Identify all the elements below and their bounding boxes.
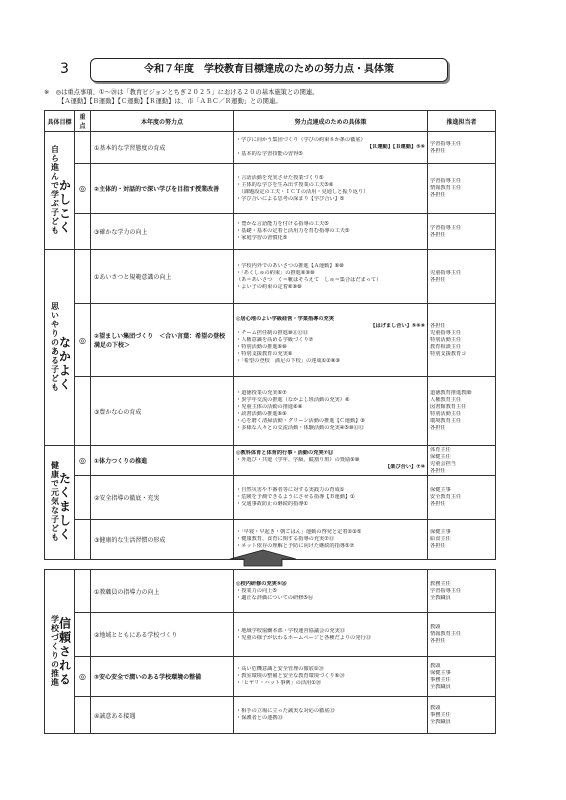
- staff-item: 特別活動主任: [430, 411, 462, 417]
- measures-cell: [234, 250, 428, 304]
- measure-item: ・言語活動を充実させた授業づくり⑤: [236, 174, 324, 181]
- staff-item: 学習指導主任: [430, 178, 462, 184]
- measure-item: ・道徳授業の充実⑥⑦: [236, 390, 287, 396]
- staff-cell: [428, 304, 496, 377]
- page-title: 令和７年度 学校教育目標達成のための努力点・具体策: [90, 58, 448, 82]
- note-line-2: 【Ａ運動】【Ｂ運動】【Ｃ運動】【Ｒ運動】は、市「ＡＢＣ／Ｒ運動」との関連。: [58, 98, 282, 105]
- measure-item: ・危険を予測できるようにさせる指導【Ｂ運動】①: [236, 494, 355, 500]
- table-header-row: [45, 111, 496, 132]
- measure-item: ・基礎・基本の定着と活用力を育む指導の工夫⑤: [236, 228, 350, 234]
- staff-cell: [428, 657, 496, 697]
- measures-cell: [234, 613, 428, 657]
- measures-cell: [234, 697, 428, 734]
- measure-item: ・基本的な学習技能の習得⑤: [236, 151, 303, 157]
- notes: [44, 88, 544, 106]
- measure-item: ・特別活動の推進⑥⑩: [236, 343, 287, 350]
- measure-item: ・「希望の登校 満足の下校」の達成①②⑧⑨: [236, 357, 341, 364]
- priority-mark: [75, 697, 91, 734]
- header-goal: 具体目標: [45, 111, 75, 132]
- staff-item: 各担任: [430, 425, 446, 431]
- measures-cell: [234, 164, 428, 214]
- measure-item: ・学びに向かう集団づくり（学びの約束８か条の徹底）: [236, 137, 366, 143]
- measure-item: ・心を磨く清掃活動・グリーン活動の推進【Ｃ運動】⑨: [236, 418, 366, 424]
- staff-item: 全教職員: [430, 594, 451, 601]
- measure-item: ・外遊び・共遊（学年、学級、縦割り班）の奨励⑨⑩: [236, 457, 360, 463]
- effort-table: [44, 110, 496, 560]
- measure-item: ・児童の様子が伝わるホームページと各種だよりの発行⑬: [236, 634, 371, 641]
- goal-keyword: 信頼される: [57, 616, 72, 687]
- goal-keyword: たくましく: [57, 472, 72, 542]
- measure-item: ・「あくしゅの約束」の推進⑥⑨⑩: [236, 269, 315, 276]
- staff-cell: [428, 214, 496, 250]
- goal-keyword: なかよく: [57, 335, 72, 392]
- goal-subtitle: 学校づくりの推進: [50, 614, 60, 687]
- effort-point: ①教職員の指導力の向上: [91, 570, 234, 613]
- staff-item: 各担任: [430, 192, 446, 198]
- table-row: [45, 446, 496, 476]
- measure-item: ・児童主体の活動の推進⑥⑧: [236, 404, 303, 410]
- staff-cell: [428, 476, 496, 520]
- staff-item: 教頭: [430, 624, 441, 630]
- table-row: [45, 132, 496, 164]
- note-line-1: ※ ◎は重点事項、①～⑳は「教育ビジョンとちぎ２０２５」における２０の基本施策との関連。: [44, 89, 319, 96]
- table-row: [45, 657, 496, 697]
- goal-cell: [45, 132, 75, 250]
- staff-item: 全教職員: [430, 683, 451, 690]
- staff-item: 学習指導主任: [430, 140, 462, 147]
- staff-item: 保健主事: [430, 487, 451, 493]
- staff-item: 児童会担当: [430, 460, 456, 467]
- effort-point: ③豊かな心の育成: [91, 377, 234, 446]
- measure-item: ・保護者との連携⑬: [236, 715, 283, 721]
- staff-item: 道徳教育推進教師: [430, 390, 472, 396]
- table-row: [45, 164, 496, 214]
- table-row: [45, 304, 496, 377]
- effort-point: ①体力つくりの推進: [91, 446, 234, 476]
- measures-cell: [234, 657, 428, 697]
- measure-item: ・読書活動の推進⑥⑨: [236, 411, 287, 417]
- staff-cell: [428, 446, 496, 476]
- measure-item: ・主体的な学びを生み出す授業の工夫⑤⑥: [236, 181, 334, 188]
- measures-cell: [234, 377, 428, 446]
- staff-item: 事務主任: [430, 711, 451, 718]
- measure-item: 【楽び合い】⑦⑩: [385, 464, 425, 470]
- priority-mark: [75, 520, 91, 560]
- goal-cell: [45, 446, 75, 560]
- measure-item: ・学び合いによる思考の深まり【学び合い】⑤: [236, 195, 345, 202]
- priority-mark: [75, 613, 91, 657]
- priority-mark: [75, 250, 91, 304]
- staff-item: 全教職員: [430, 718, 451, 725]
- measures-cell: [234, 214, 428, 250]
- goal-subtitle: 自ら進んで学ぶ子ども: [50, 144, 60, 235]
- measure-item: 【はげまし合い】⑤⑥⑨: [370, 322, 425, 329]
- measure-item: ・特別支援教育の充実⑥: [236, 350, 293, 357]
- priority-mark: [75, 570, 91, 613]
- staff-item: 体育主任: [430, 446, 451, 453]
- staff-item: 特別活動主任: [430, 336, 462, 343]
- staff-item: 図書館教育主任: [430, 404, 467, 410]
- measure-item: ・「早寝・早起き・朝ごはん」運動の啓発と定着②③⑤: [236, 529, 362, 535]
- measure-item: ・よい子の約束の定着⑥⑨⑩: [236, 283, 302, 290]
- effort-point: ①基本的な学習態度の育成: [91, 132, 234, 164]
- measure-item: ・学校内外でのあいさつの推進【Ａ運動】⑥⑩: [236, 262, 344, 269]
- table-row: [45, 476, 496, 520]
- staff-item: 保健主任: [430, 453, 451, 460]
- effort-point: ②望ましい集団づくり ＜合い言葉：希望の登校 満足の下校＞: [91, 304, 234, 377]
- measure-item: （あ＝あいさつ く＝靴はそろえて しゅ＝集合はだまって）: [236, 276, 382, 283]
- page-number: 3: [60, 61, 69, 77]
- staff-item: 各担任: [430, 638, 446, 644]
- school-building-table: [44, 569, 496, 734]
- staff-item: 安全教育主任: [430, 494, 462, 500]
- measure-item: ・異学年交流の推進（なかよし班活動の充実）⑥: [236, 397, 350, 403]
- effort-point: ②地域とともにある学校づくり: [91, 613, 234, 657]
- staff-item: 児童指導主任: [430, 269, 462, 276]
- measures-cell: [234, 476, 428, 520]
- measure-item: ・教室環境の整備と安全な教育環境づくり⑥⑳: [236, 673, 345, 679]
- staff-item: 保健主事: [430, 529, 451, 535]
- measure-item: ・相手の立場に立った誠実な対応の徹底⑬: [236, 708, 335, 714]
- priority-mark: [75, 377, 91, 446]
- table-row: [45, 250, 496, 304]
- effort-point: ③確かな学力の向上: [91, 214, 234, 250]
- table-row: [45, 214, 496, 250]
- staff-item: 各担任: [430, 501, 446, 507]
- table-row: [45, 613, 496, 657]
- goal-cell: [45, 570, 75, 734]
- priority-mark: [75, 214, 91, 250]
- measure-item: ◎居心地のよい学級経営・学業指導の充実: [236, 315, 334, 322]
- goal-subtitle: 思いやりのある子ども: [50, 301, 60, 392]
- staff-item: 情報教育主任: [430, 185, 462, 191]
- table-row: [45, 697, 496, 734]
- goal-subtitle: 健康で元気な子ども: [50, 461, 60, 542]
- priority-mark: ◎: [75, 164, 91, 214]
- priority-mark: ◎: [75, 304, 91, 377]
- priority-mark: [75, 132, 91, 164]
- priority-mark: [75, 476, 91, 520]
- priority-mark: ◎: [75, 446, 91, 476]
- header-measures: 努力点達成のための具体策: [234, 111, 428, 132]
- measure-item: ・チーム担任制の推進⑩⑪⑫⑬: [236, 329, 309, 336]
- staff-cell: [428, 570, 496, 613]
- staff-item: 環境教育主任: [430, 418, 462, 424]
- effort-point: ②安全指導の徹底・充実: [91, 476, 234, 520]
- table-row: [45, 377, 496, 446]
- staff-cell: [428, 697, 496, 734]
- staff-item: 学習指導主任: [430, 224, 462, 231]
- priority-mark: ◎: [75, 657, 91, 697]
- staff-item: 保健主事: [430, 669, 451, 676]
- measure-item: 【Ｒ運動】【Ｂ運動】⑤⑥: [366, 144, 425, 150]
- effort-point: ④誠意ある接遇: [91, 697, 234, 734]
- measures-cell: [234, 132, 428, 164]
- measure-item: ・交通事故防止の継続的指導①: [236, 501, 309, 507]
- staff-item: 学習指導主任: [430, 587, 462, 594]
- effort-point: ②主体的・対話的で深い学びを目指す授業改善: [91, 164, 234, 214]
- staff-item: 各担任: [430, 231, 446, 238]
- measure-item: ・家庭学習の習慣化⑤: [236, 235, 288, 241]
- staff-item: 教育相談主任: [430, 343, 462, 350]
- measure-item: ・「ヒヤリ・ハット事例」の活用①⑳: [236, 680, 322, 686]
- goal-keyword: かしこく: [57, 178, 72, 235]
- staff-item: 教務主任: [430, 580, 451, 587]
- staff-item: 各担任: [430, 322, 446, 329]
- staff-item: 各担任: [430, 276, 446, 283]
- measure-item: ・多様な人々との交流活動・体験活動の充実④⑤⑩⑪⑫: [236, 425, 365, 431]
- up-arrow-icon: [228, 549, 298, 567]
- staff-cell: [428, 250, 496, 304]
- staff-item: 事務主任: [430, 676, 451, 683]
- measure-item: ・地域学校協働本部・学校運営協議会の充実⑬: [236, 627, 345, 634]
- staff-item: 特別支援教育コ: [430, 350, 467, 357]
- table-row: [45, 570, 496, 613]
- measure-item: ・ネット依存の理解と予防に向けた継続的指導⑤⑦: [236, 543, 355, 549]
- measure-item: ・適正な評価についての研修⑤⑯: [236, 594, 314, 601]
- staff-item: 児童指導主任: [430, 329, 462, 336]
- measure-item: ◎校内研修の充実⑤⑯: [236, 580, 287, 587]
- staff-cell: [428, 613, 496, 657]
- measure-item: ・人権意識を高める学級づくり⑦: [236, 336, 314, 343]
- effort-point: ③安心安全で潤いのある学校環境の整備: [91, 657, 234, 697]
- measure-item: ・健康教育、食育に関する指導の充実⑦⑬: [236, 536, 335, 542]
- measure-item: ・授業力の向上⑤: [236, 587, 277, 594]
- staff-item: 人権教育主任: [430, 397, 462, 403]
- staff-cell: [428, 520, 496, 560]
- staff-item: 情報教育主任: [430, 631, 462, 637]
- goal-cell: [45, 250, 75, 446]
- staff-item: 各担任: [430, 147, 446, 154]
- measure-item: （課題設定の工夫・ＩＣＴの活用・見通しと振り返り）: [236, 188, 369, 195]
- measures-cell: [234, 570, 428, 613]
- measure-item: ◎教科体育と体育的行事・活動の充実⑦⑪: [236, 450, 334, 456]
- header-effort: 本年度の努力点: [91, 111, 234, 132]
- staff-item: 各担任: [430, 467, 446, 474]
- staff-item: 教頭: [430, 662, 441, 669]
- measure-item: ・高い危機意識と安全管理の徹底①⑳: [236, 666, 324, 672]
- staff-cell: [428, 377, 496, 446]
- staff-item: 各担任: [430, 543, 446, 549]
- staff-cell: [428, 164, 496, 214]
- effort-point: ③健康的な生活習慣の形成: [91, 520, 234, 560]
- staff-item: 教頭: [430, 704, 441, 711]
- staff-cell: [428, 132, 496, 164]
- measure-item: ・自然災害や不審者等に対する実践力の育成①: [236, 487, 345, 493]
- measure-item: ・豊かな言語能力を付ける指導の工夫⑤: [236, 221, 329, 227]
- measures-cell: [234, 446, 428, 476]
- measures-cell: [234, 304, 428, 377]
- effort-point: ①あいさつと規範意識の向上: [91, 250, 234, 304]
- header-mark: 重点: [75, 111, 91, 132]
- header-staff: 推進担当者: [428, 111, 496, 132]
- staff-item: 給食主任: [430, 536, 451, 542]
